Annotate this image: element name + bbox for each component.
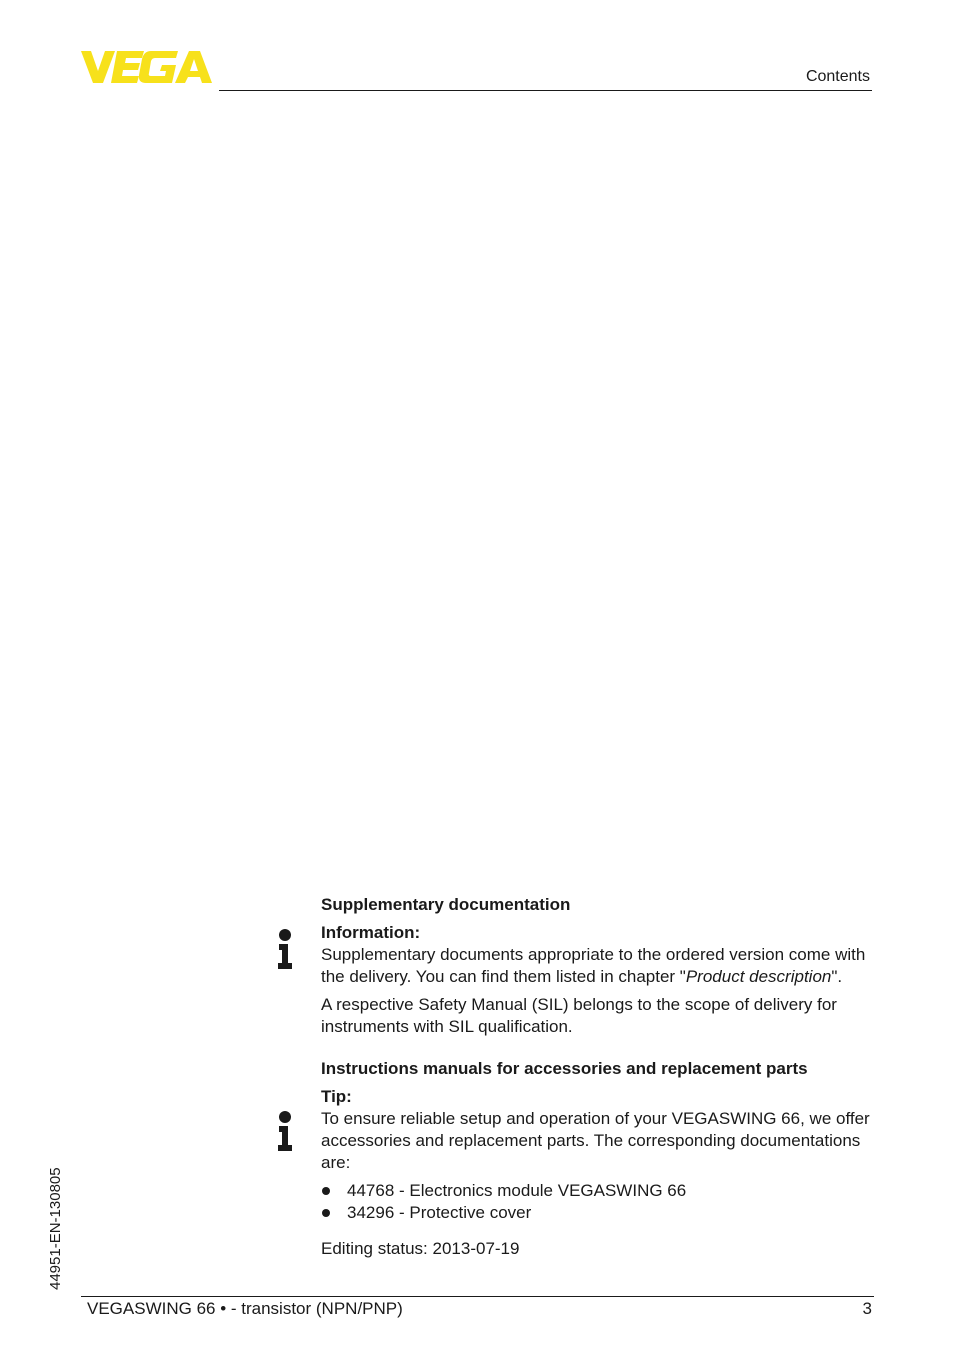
information-text-end: ". (831, 967, 843, 986)
list-item: 34296 - Protective cover (321, 1202, 873, 1224)
tip-label: Tip: (321, 1087, 352, 1106)
footer-title: VEGASWING 66 • - transistor (NPN/PNP) (87, 1299, 403, 1318)
information-text (321, 944, 873, 988)
header-rule (219, 90, 872, 91)
information-label: Information: (321, 923, 421, 942)
footer-rule (81, 1296, 874, 1297)
tip-icon (276, 1111, 294, 1151)
document-code: 44951-EN-130805 (47, 1167, 64, 1290)
documentation-list (321, 1180, 873, 1224)
sil-note: A respective Safety Manual (SIL) belongs to the scope of delivery for instruments with SIL qualification. (321, 995, 837, 1036)
main-content (321, 894, 873, 1260)
page-number: 3 (862, 1299, 872, 1318)
information-text-part: Supplementary documents appropriate to the ordered version come with the delivery. You can find them listed in chapter " (321, 945, 866, 986)
chapter-reference: Product description (685, 967, 832, 986)
list-item: 44768 - Electronics module VEGASWING 66 (321, 1180, 873, 1202)
editing-status: Editing status: 2013-07-19 (321, 1239, 520, 1258)
tip-text: To ensure reliable setup and operation of your VEGASWING 66, we offer accessories and replacement parts. The corresponding documentations are: (321, 1109, 870, 1172)
supplementary-heading: Supplementary documentation (321, 895, 571, 914)
accessories-heading: Instructions manuals for accessories and replacement parts (321, 1059, 808, 1078)
vega-logo (81, 51, 212, 83)
information-icon (276, 929, 294, 969)
header-section-label: Contents (805, 68, 870, 85)
